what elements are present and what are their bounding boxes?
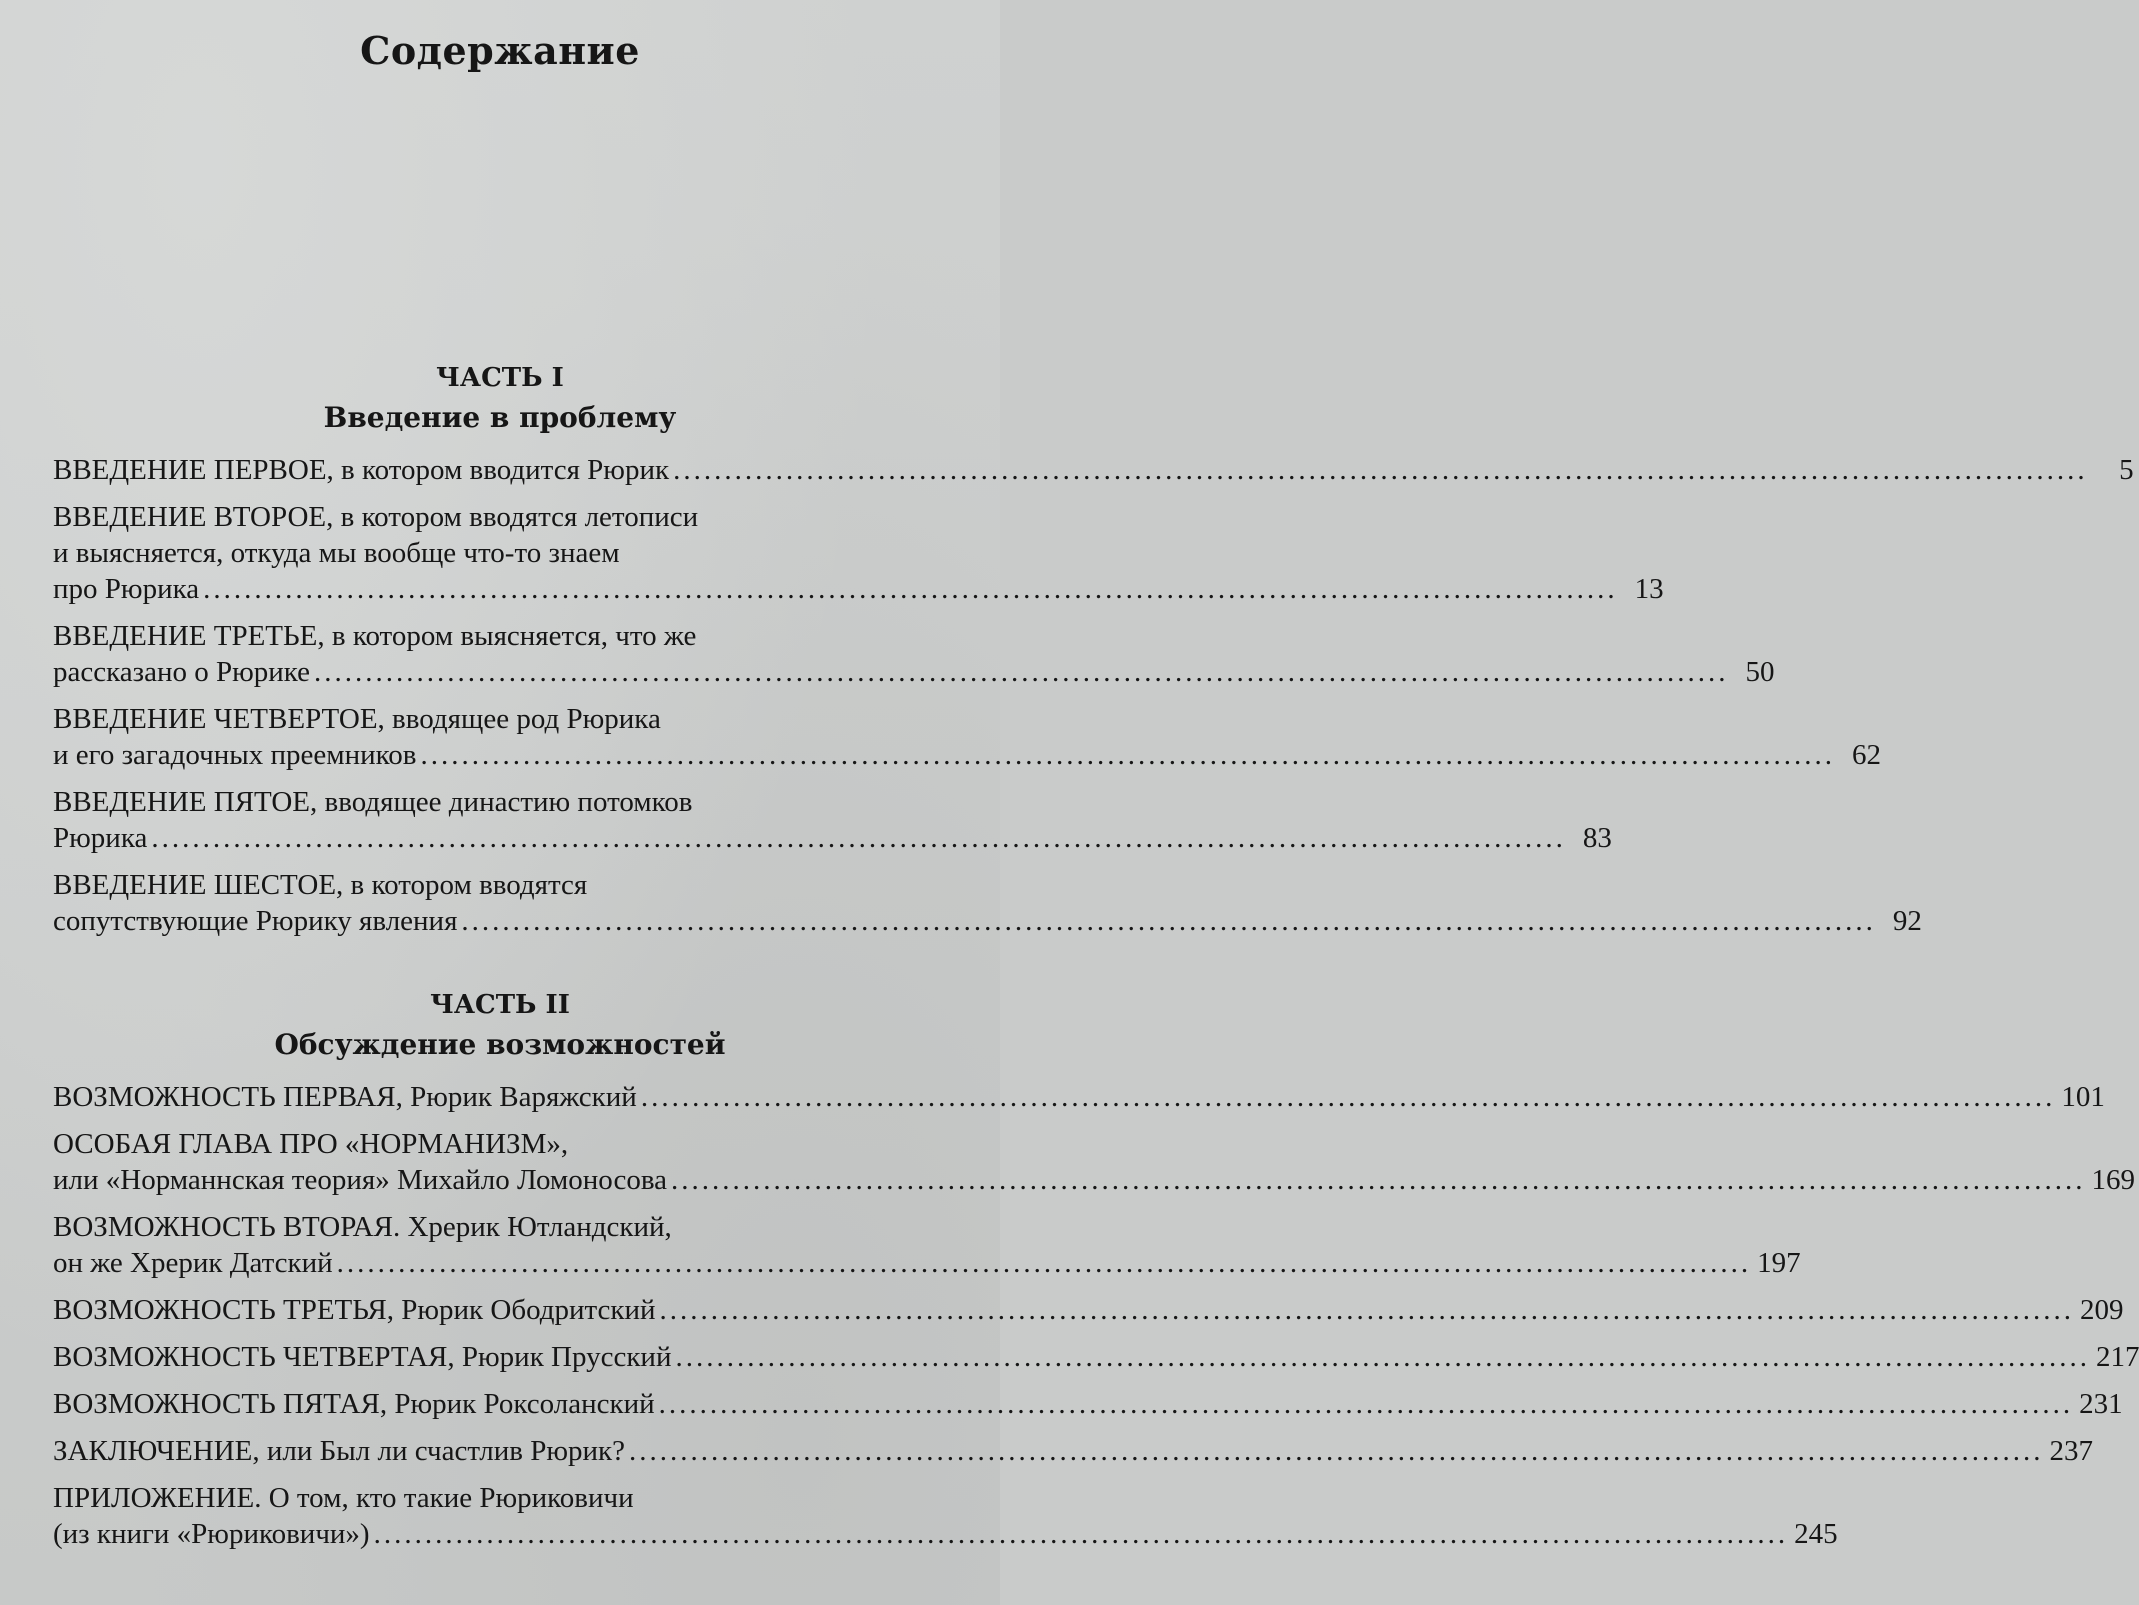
- toc-page-number: 231: [2079, 1388, 2123, 1420]
- toc-entry-text: ВВЕДЕНИЕ ПЕРВОЕ, в котором вводится Рюрик: [53, 454, 670, 486]
- toc-entry[interactable]: [53, 1339, 2139, 1375]
- part-1-label: ЧАСТЬ I: [436, 363, 564, 393]
- toc-entry-text: ВОЗМОЖНОСТЬ ВТОРАЯ. Хрерик Ютландский,: [53, 1211, 672, 1243]
- part-2-label: ЧАСТЬ II: [430, 990, 570, 1020]
- dot-leader: ..........................................................................................................................................: [314, 656, 1729, 688]
- toc-entry-text: он же Хрерик Датский: [53, 1247, 333, 1279]
- toc-entry-text: рассказано о Рюрике: [53, 656, 311, 688]
- dot-leader: ..........................................................................................................................................: [420, 739, 1835, 771]
- toc-page-number: 197: [1757, 1247, 1801, 1279]
- toc-page-number: 50: [1745, 656, 1775, 688]
- part-1-toc: [53, 452, 2134, 950]
- toc-page-number: 62: [1851, 739, 1881, 771]
- toc-entry-text: и выясняется, откуда мы вообще что-то знаем: [53, 537, 620, 569]
- toc-entry-text: Рюрика: [53, 822, 148, 854]
- toc-entry-text: ВВЕДЕНИЕ ЧЕТВЕРТОЕ, вводящее род Рюрика: [53, 703, 661, 735]
- toc-page-number: 13: [1634, 573, 1664, 605]
- dot-leader: ..........................................................................................................................................: [640, 1081, 2056, 1113]
- toc-page-number: 169: [2091, 1164, 2136, 1196]
- toc-entry-text: про Рюрика: [53, 573, 200, 605]
- dot-leader: ..........................................................................................................................................: [658, 1388, 2074, 1420]
- dot-leader: ..........................................................................................................................................: [373, 1518, 1789, 1550]
- dot-leader: ..........................................................................................................................................: [203, 573, 1618, 605]
- toc-entry-text: сопутствующие Рюрику явления: [53, 905, 458, 937]
- toc-entry[interactable]: [53, 784, 1612, 856]
- toc-page-number: 101: [2061, 1081, 2105, 1113]
- dot-leader: ..........................................................................................................................................: [629, 1435, 2044, 1467]
- toc-entry[interactable]: [53, 1433, 2093, 1469]
- toc-entry-text: и его загадочных преемников: [53, 739, 417, 771]
- toc-entry[interactable]: [53, 1126, 2136, 1198]
- toc-entry[interactable]: [53, 1386, 2123, 1422]
- toc-entry[interactable]: [53, 701, 1881, 773]
- toc-entry-text: ПРИЛОЖЕНИЕ. О том, кто такие Рюриковичи: [53, 1482, 634, 1514]
- toc-entry-text: ВОЗМОЖНОСТЬ ПЯТАЯ, Рюрик Роксоланский: [53, 1388, 655, 1420]
- page-title: Содержание: [360, 28, 640, 73]
- toc-entry[interactable]: [53, 1209, 1801, 1281]
- toc-page-number: 5: [2119, 454, 2134, 486]
- toc-page-number: 245: [1794, 1518, 1838, 1550]
- toc-entry-text: ВОЗМОЖНОСТЬ ЧЕТВЕРТАЯ, Рюрик Прусский: [53, 1341, 672, 1373]
- dot-leader: ..........................................................................................................................................: [151, 822, 1566, 854]
- toc-entry[interactable]: [53, 867, 1922, 939]
- toc-entry-text: или «Норманнская теория» Михайло Ломоносова: [53, 1164, 668, 1196]
- toc-entry[interactable]: [53, 618, 1775, 690]
- toc-page-number: 217: [2095, 1341, 2139, 1373]
- toc-entry[interactable]: [53, 452, 2134, 488]
- toc-page-number: 209: [2080, 1294, 2124, 1326]
- toc-entry-text: ЗАКЛЮЧЕНИЕ, или Был ли счастлив Рюрик?: [53, 1435, 625, 1467]
- dot-leader: ..........................................................................................................................................: [461, 905, 1876, 937]
- toc-entry[interactable]: [53, 499, 1664, 607]
- toc-entry[interactable]: [53, 1480, 1838, 1552]
- dot-leader: ..........................................................................................................................................: [336, 1247, 1752, 1279]
- dot-leader: ..........................................................................................................................................: [659, 1294, 2075, 1326]
- dot-leader: ..........................................................................................................................................: [671, 1164, 2086, 1196]
- toc-entry[interactable]: [53, 1292, 2124, 1328]
- toc-entry-text: ВВЕДЕНИЕ ВТОРОЕ, в котором вводятся летописи: [53, 501, 699, 533]
- dot-leader: ..........................................................................................................................................: [675, 1341, 2090, 1373]
- dot-leader: ..........................................................................................................................................: [673, 454, 2088, 486]
- toc-entry-text: ВВЕДЕНИЕ ШЕСТОЕ, в котором вводятся: [53, 869, 588, 901]
- toc-entry-text: (из книги «Рюриковичи»): [53, 1518, 370, 1550]
- toc-entry-text: ВВЕДЕНИЕ ТРЕТЬЕ, в котором выясняется, что же: [53, 620, 697, 652]
- part-1-title: Введение в проблему: [323, 401, 677, 434]
- part-2-toc: [53, 1079, 2139, 1563]
- toc-page-number: 83: [1582, 822, 1612, 854]
- toc-page-number: 92: [1892, 905, 1922, 937]
- toc-entry-text: ОСОБАЯ ГЛАВА ПРО «НОРМАНИЗМ»,: [53, 1128, 569, 1160]
- toc-page-number: 237: [2049, 1435, 2093, 1467]
- part-1-heading: [0, 358, 1000, 438]
- part-2-heading: [0, 985, 1000, 1065]
- toc-entry-text: ВВЕДЕНИЕ ПЯТОЕ, вводящее династию потомков: [53, 786, 693, 818]
- toc-entry-text: ВОЗМОЖНОСТЬ ПЕРВАЯ, Рюрик Варяжский: [53, 1081, 637, 1113]
- part-2-title: Обсуждение возможностей: [274, 1028, 726, 1061]
- toc-entry-text: ВОЗМОЖНОСТЬ ТРЕТЬЯ, Рюрик Ободритский: [53, 1294, 656, 1326]
- toc-entry[interactable]: [53, 1079, 2105, 1115]
